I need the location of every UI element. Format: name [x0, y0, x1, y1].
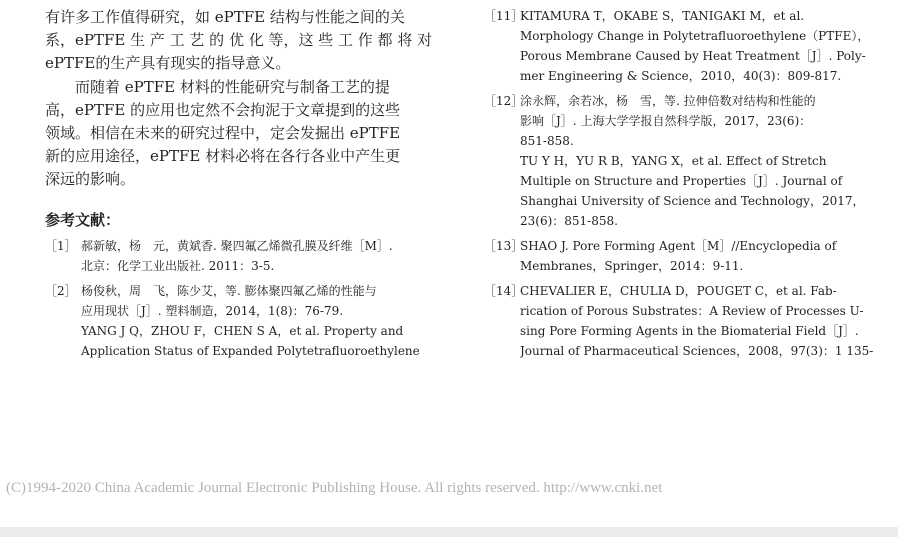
paragraph-line: 而随着 ePTFE 材料的性能研究与制备工艺的提	[75, 77, 390, 96]
reference-line: Morphology Change in Polytetrafluoroethylene（PTFE），	[520, 29, 870, 43]
reference-item	[45, 281, 453, 361]
reference-line: 郝新敏，杨 元，黄斌香. 聚四氟乙烯微孔膜及纤维［M］.	[81, 238, 393, 253]
reference-number: ［1］	[45, 238, 77, 253]
reference-line: Shanghai University of Science and Technology，2017，	[520, 194, 865, 208]
reference-line: 影响［J］. 上海大学学报自然科学版，2017，23(6)：	[520, 114, 812, 128]
reference-line: rication of Porous Substrates：A Review of Processes U-	[520, 304, 864, 318]
reference-line: Membranes，Springer，2014：9-11.	[520, 259, 744, 273]
references-heading: 参考文献：	[45, 210, 121, 229]
reference-line: 涂永辉，余若冰，杨 雪，等. 拉伸倍数对结构和性能的	[520, 94, 816, 108]
reference-item	[484, 236, 898, 276]
reference-number: ［12］	[484, 94, 524, 108]
reference-line: Journal of Pharmaceutical Sciences，2008，97(3)：1 135-	[520, 344, 874, 358]
paragraph-line: ePTFE的生产具有现实的指导意义。	[45, 54, 291, 73]
reference-line: mer Engineering & Science，2010，40(3)：809-817.	[520, 69, 842, 83]
paragraph-line: 系，ePTFE 生 产 工 艺 的 优 化 等，这 些 工 作 都 将 对	[45, 31, 433, 50]
page-bottom-strip	[0, 527, 898, 537]
right-column	[484, 6, 898, 361]
reference-line: Multiple on Structure and Properties［J］. Journal of	[520, 174, 843, 188]
reference-line: 23(6)：851-858.	[520, 214, 618, 228]
paragraph-line: 高，ePTFE 的应用也定然不会拘泥于文章提到的这些	[45, 100, 401, 119]
reference-item	[484, 91, 898, 231]
reference-item	[484, 6, 898, 86]
reference-line: YANG J Q，ZHOU F，CHEN S A，et al. Property and	[81, 323, 404, 338]
reference-line: CHEVALIER E，CHULIA D，POUGET C，et al. Fab-	[520, 284, 837, 298]
reference-line: TU Y H，YU R B，YANG X，et al. Effect of Stretch	[520, 154, 827, 168]
paragraph-line: 领域。相信在未来的研究过程中，定会发掘出 ePTFE	[45, 124, 401, 143]
body-paragraph-2	[45, 76, 453, 192]
reference-line: KITAMURA T，OKABE S，TANIGAKI M，et al.	[520, 9, 805, 23]
reference-line: 851-858.	[520, 134, 574, 148]
reference-item	[45, 236, 453, 276]
reference-number: ［14］	[484, 284, 524, 298]
reference-line: Application Status of Expanded Polytetrafluoroethylene	[81, 343, 420, 358]
reference-line: 北京：化学工业出版社. 2011：3-5.	[81, 258, 275, 273]
reference-number: ［11］	[484, 9, 524, 23]
reference-number: ［13］	[484, 239, 524, 253]
paragraph-line: 深远的影响。	[45, 170, 136, 189]
reference-line: 杨俊秋，周 飞，陈少艾，等. 膨体聚四氟乙烯的性能与	[81, 283, 377, 298]
reference-number: ［2］	[45, 283, 77, 298]
left-column	[45, 6, 453, 361]
reference-line: Porous Membrane Caused by Heat Treatment［J］. Poly-	[520, 49, 866, 63]
reference-line: 应用现状［J］. 塑料制造，2014，1(8)：76-79.	[81, 303, 344, 318]
reference-item	[484, 281, 898, 361]
paragraph-line: 有许多工作值得研究，如 ePTFE 结构与性能之间的关	[45, 8, 405, 26]
reference-line: SHAO J. Pore Forming Agent［M］//Encyclopedia of	[520, 239, 837, 253]
copyright-watermark: (C)1994-2020 China Academic Journal Electronic Publishing House. All rights reserved. http://www.cnki.net	[6, 480, 663, 496]
body-paragraph-1	[45, 6, 453, 76]
reference-line: sing Pore Forming Agents in the Biomaterial Field［J］.	[520, 324, 859, 338]
paragraph-line: 新的应用途径，ePTFE 材料必将在各行各业中产生更	[45, 147, 401, 166]
